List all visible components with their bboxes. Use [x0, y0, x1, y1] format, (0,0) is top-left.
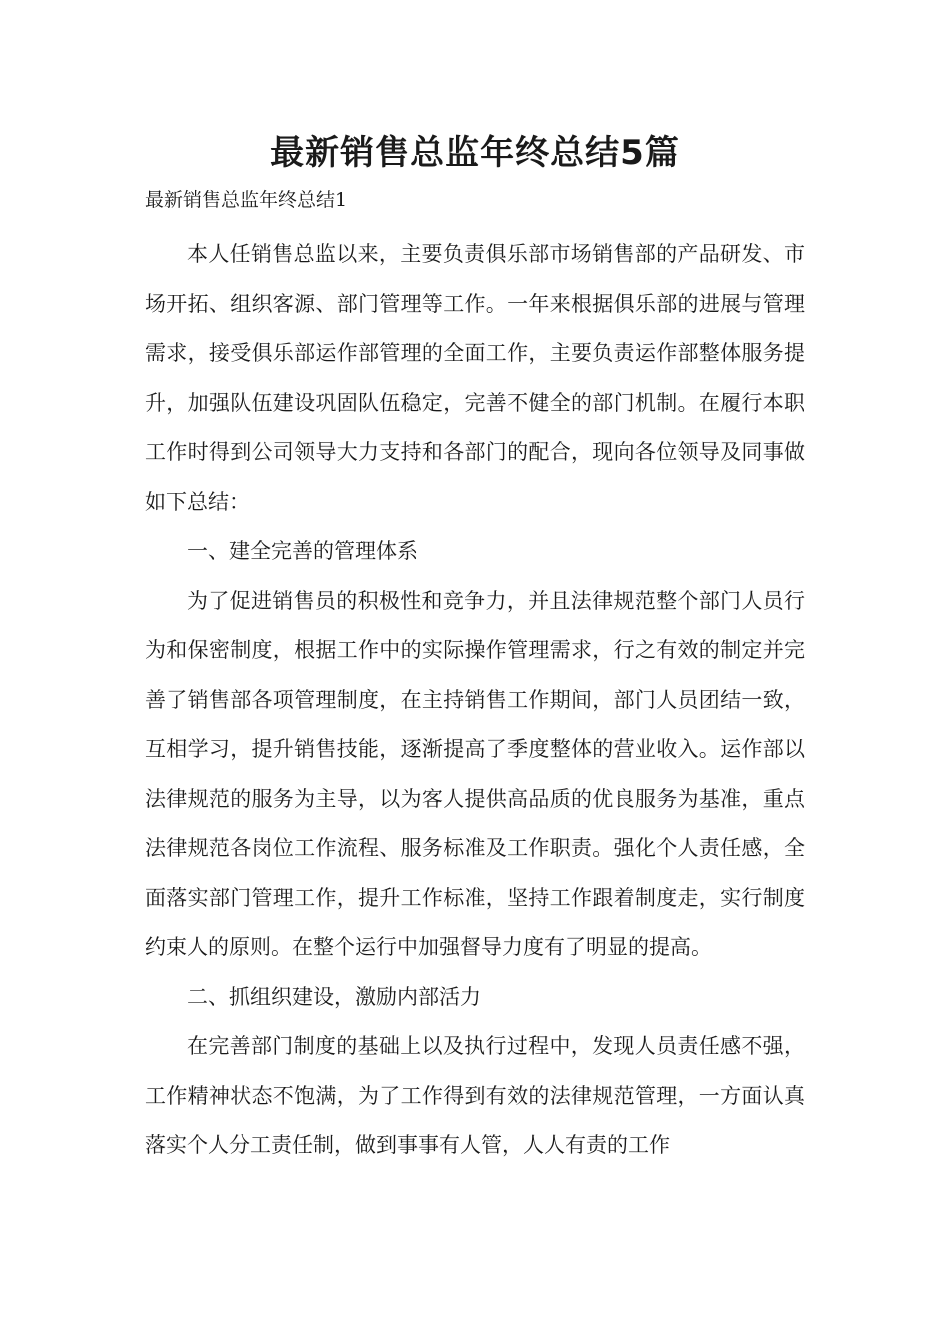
section-heading-1: 一、建全完善的管理体系 — [187, 539, 418, 563]
document-body — [145, 230, 805, 1171]
document-title: 最新销售总监年终总结5篇 — [270, 133, 680, 173]
paragraph-organization: 在完善部门制度的基础上以及执行过程中，发现人员责任感不强，工作精神状态不饱满，为了工作得到有效的法律规范管理，一方面认真落实个人分工责任制，做到事事有人管，人人有责的工作 — [145, 1034, 805, 1157]
section-heading-2: 二、抓组织建设，激励内部活力 — [187, 984, 481, 1009]
paragraph-intro: 本人任销售总监以来，主要负责俱乐部市场销售部的产品研发、市场开拓、组织客源、部门管理等工作。一年来根据俱乐部的进展与管理需求，接受俱乐部运作部管理的全面工作，主要负责运作部整体服务提升，加强队伍建设巩固队伍稳定，完善不健全的部门机制。在履行本职工作时得到公司领导大力支持和各部门的配合，现向各位领导及同事做如下总结： — [145, 242, 805, 514]
section-subtitle: 最新销售总监年终总结1 — [145, 189, 348, 211]
paragraph-management: 为了促进销售员的积极性和竞争力，并且法律规范整个部门人员行为和保密制度，根据工作中的实际操作管理需求，行之有效的制定并完善了销售部各项管理制度，在主持销售工作期间，部门人员团结一致，互相学习，提升销售技能，逐渐提高了季度整体的营业收入。运作部以法律规范的服务为主导，以为客人提供高品质的优良服务为基准，重点法律规范各岗位工作流程、服务标准及工作职责。强化个人责任感，全面落实部门管理工作，提升工作标准，坚持工作跟着制度走，实行制度约束人的原则。在整个运行中加强督导力度有了明显的提高。 — [145, 588, 805, 959]
